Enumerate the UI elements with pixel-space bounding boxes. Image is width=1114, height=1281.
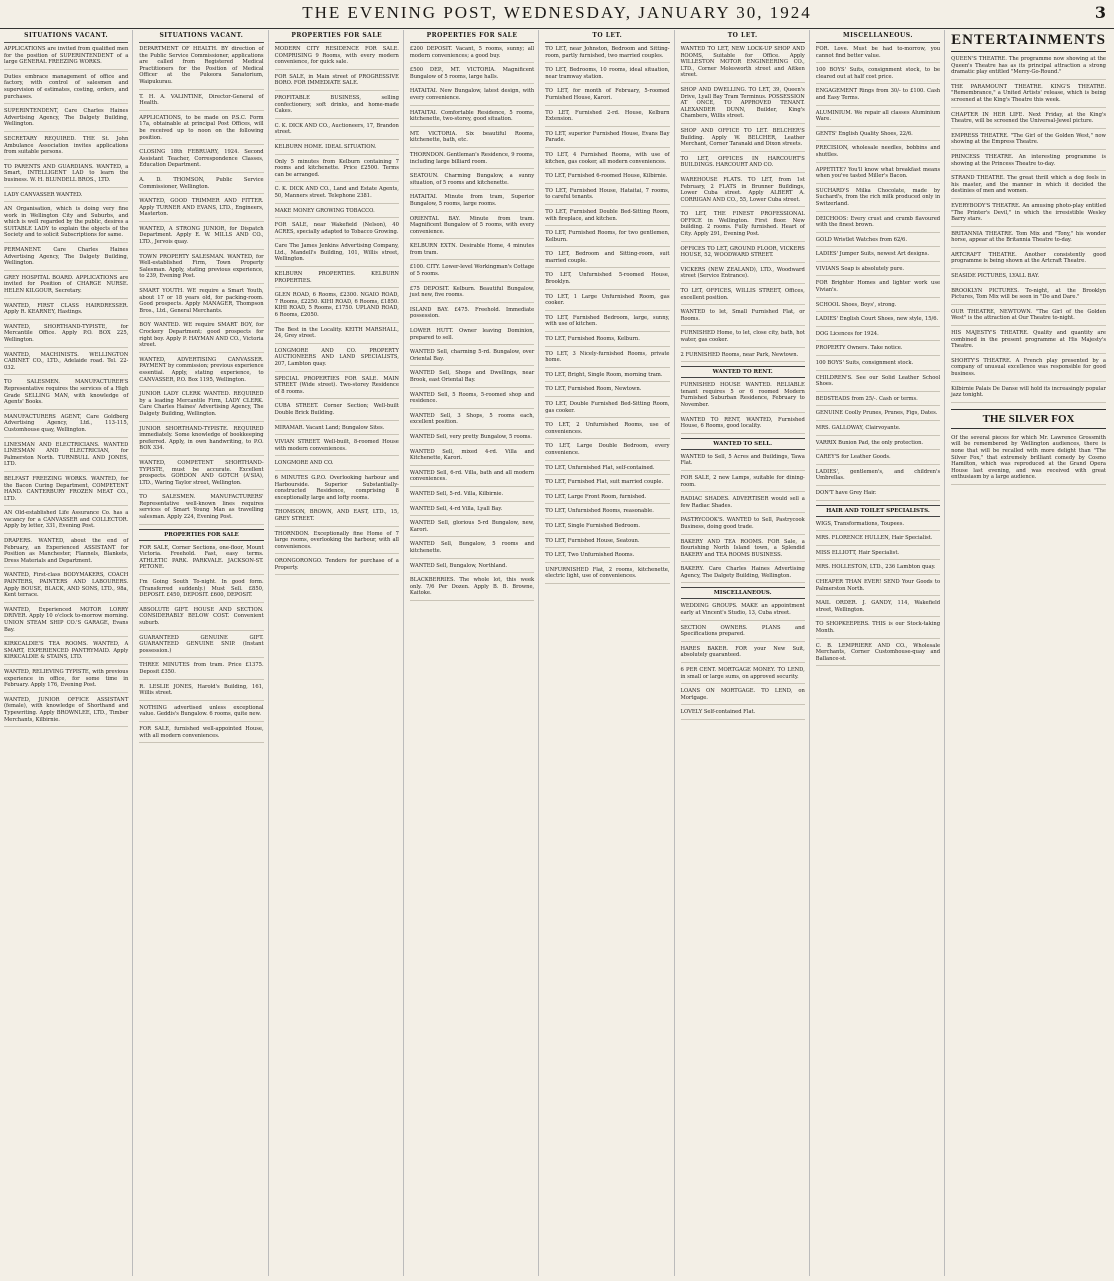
classified-ad: TO LET, Unfurnished 5-roomed House, Brooklyn. xyxy=(545,272,669,289)
classified-ad: EMPRESS THEATRE. "The Girl of the Golden West," now showing at the Empress Theatre. xyxy=(951,133,1106,150)
classified-ad: Care The James Jenkins Advertising Company, Ltd., Mandell's Building, 101, Willis street, Wellington. xyxy=(275,243,399,267)
section-heading: PROPERTIES FOR SALE xyxy=(139,529,263,541)
classified-ad: TO LET, Furnished Rooms, for two gentlemen, Kelburn. xyxy=(545,230,669,247)
classified-ad: FOR SALE, 2 new Lamps, suitable for dining-room. xyxy=(681,475,805,492)
classified-ad: WANTED, MACHINISTS. WELLINGTON CABINET CO., LTD., Adelaide road. Tel. 22-032. xyxy=(4,352,128,376)
classified-ad: LONGMORE AND CO. xyxy=(275,460,399,471)
classified-ad: WANTED, ADVERTISING CANVASSER. PAYMENT by commission; previous experience essential. Apply, stating experience, to CANVASSER, P.O. Box 1195, Wellington. xyxy=(139,357,263,387)
classified-ad: THREE MINUTES from tram. Price £1375. Deposit £350. xyxy=(139,662,263,679)
classified-ad: WANTED, First-class BODYMAKERS, COACH PAINTERS, PAINTERS AND LABOURERS. Apply BOUSE, BLACK, AND SONS, LTD., 98a, Kent terrace. xyxy=(4,572,128,602)
classified-ad: HATAITAI. Comfortable Residence, 5 rooms, kitchenette, two-storey, good situation. xyxy=(410,110,534,127)
classified-ad: BELFAST FREEZING WORKS. WANTED, for the Bacon Curing Department, COMPETENT HAND. CANTERBURY FROZEN MEAT CO., LTD. xyxy=(4,476,128,506)
classified-ad: TO LET, 2 Unfurnished Rooms, use of conveniences. xyxy=(545,422,669,439)
classified-ad: WANTED TO LET, NEW LOCK-UP SHOP AND ROOMS, Suitable for Office. Apply WILLESTON MOTOR ENGINEERING CO., LTD., Corner Molesworth street and Aitken street. xyxy=(681,46,805,83)
classified-ad: VIVIAN STREET. Well-built, 8-roomed House with modern conveniences. xyxy=(275,439,399,456)
section-heading: WANTED TO RENT. xyxy=(681,366,805,378)
column-5 xyxy=(545,30,674,1276)
classified-ad: APPLICATIONS, to be made on P.S.C. Form 17a, obtainable at principal Post Offices, will be received up to noon on the following position. xyxy=(139,115,263,145)
classified-ad: £100. CITY. Lower-level Workingman's Cottage of 5 rooms. xyxy=(410,264,534,281)
classified-ad: ISLAND BAY. £475. Freehold. Immediate possession. xyxy=(410,307,534,324)
classified-ad: CAREY'S for Leather Goods. xyxy=(816,454,940,465)
classified-ad: MIRAMAR. Vacant Land; Bungalow Sites. xyxy=(275,425,399,436)
classified-ad: WANTED Sell, 5 Rooms, 5-roomed shop and residence. xyxy=(410,392,534,409)
classified-ad: WANTED TO RENT, WANTED, Furnished House, 6 Rooms, good locality. xyxy=(681,417,805,434)
classified-ad: EVERYBODY'S THEATRE. An amusing photo-play entitled "The Printer's Devil," in which the irresistible Wesley Barry stars. xyxy=(951,203,1106,227)
classified-ad: NOTHING advertised unless exceptional value. Geddis's Bungalow. 6 rooms, quite new. xyxy=(139,705,263,722)
classified-ad: MISS ELLIOTT, Hair Specialist. xyxy=(816,550,940,561)
classified-ad: GUARANTEED GENUINE GIFT. GUARANTEED GENUINE SNIP. (Instant possession.) xyxy=(139,635,263,659)
classified-ad: R. LESLIE JONES, Harold's Building, 161, Willis street. xyxy=(139,684,263,701)
classified-ad: GENUINE Coolly Prunes, Prunes, Figs, Dates. xyxy=(816,410,940,421)
classified-ad: DEPARTMENT OF HEALTH. BY direction of the Public Service Commissioner, applications are called from Registered Medical Practitioners for the Position of Medical Officer at the Pukeora Sanatorium, Waipukurau. xyxy=(139,46,263,90)
classified-ad: TO LET, Furnished Flat, suit married couple. xyxy=(545,479,669,490)
classified-ad: VIVIANS Soap is absolutely pure. xyxy=(816,266,940,277)
classified-ad: BEDSTEADS from 25/-. Cash or terms. xyxy=(816,396,940,407)
classified-ad: PERMANENT. Care Charles Haines Advertising Agency, The Dalgety Building, Wellington. xyxy=(4,247,128,271)
classified-ad: WANTED, JUNIOR OFFICE ASSISTANT (female), with knowledge of Shorthand and Typewriting. Apply BROWNLEE, LTD., Timber Merchants, Kilbirnie. xyxy=(4,697,128,727)
classified-ad: THORNDON. Exceptionally fine Home of 7 large rooms, overlooking the harbour, with all conveniences. xyxy=(275,531,399,555)
classified-ad: CHEAPER THAN EVER! SEND Your Goods to Palmerston North. xyxy=(816,579,940,596)
classified-ad: A. D. THOMSON, Public Service Commissioner, Wellington. xyxy=(139,177,263,194)
column-heading: PROPERTIES FOR SALE xyxy=(410,30,534,43)
classified-ad: WANTED, FIRST CLASS HAIRDRESSER. Apply R. KEARNEY, Hastings. xyxy=(4,303,128,320)
classified-ad: TO LET, Unfurnished Flat, self-contained. xyxy=(545,465,669,476)
column-heading: TO LET. xyxy=(545,30,669,43)
classified-ad: PROPERTY Owners. Take notice. xyxy=(816,345,940,356)
classified-ad: MRS. GALLOWAY, Clairvoyante. xyxy=(816,425,940,436)
classified-ad: FOR SALE, near Wakefield (Nelson), 40 ACRES, specially adapted to Tobacco Growing. xyxy=(275,222,399,239)
classified-ad: UNFURNISHED Flat, 2 rooms, kitchenette, electric light, use of conveniences. xyxy=(545,567,669,584)
classified-ad: TOWN PROPERTY SALESMAN. WANTED, for Well-established Firm, Town Property Salesman. Apply, stating previous experience, to 239, Evening Post. xyxy=(139,254,263,284)
classified-ad: FOR SALE, furnished well-appointed House, with all modern conveniences. xyxy=(139,726,263,743)
classified-ad: £75 DEPOSIT. Kelburn. Beautiful Bungalow, just new, five rooms. xyxy=(410,286,534,303)
classified-ad: TO LET, Bright, Single Room, morning tram. xyxy=(545,372,669,383)
classified-ad: OFFICES TO LET, GROUND FLOOR, VICKERS HOUSE, 52, WOODWARD STREET. xyxy=(681,246,805,263)
classified-ad: BAKERY. Care Charles Haines Advertising Agency, The Dalgety Building, Wellington. xyxy=(681,566,805,583)
classified-ad: TO LET, Furnished Double Bed-Sitting Room, with fireplace, and kitchen. xyxy=(545,209,669,226)
classified-ad: CLOSING 18th FEBRUARY, 1924. Second Assistant Teacher, Correspondence Classes, Education Department. xyxy=(139,149,263,173)
classified-ad: BROOKLYN PICTURES. To-night, at the Brooklyn Pictures, Tom Mix will be seen in "Do and Dare." xyxy=(951,288,1106,305)
classified-ad: MT. VICTORIA. Six beautiful Rooms, kitchenette, bath, etc. xyxy=(410,131,534,148)
classified-ad: OUR THEATRE, NEWTOWN. "The Girl of the Golden West" is the attraction at Our Theatre to-night. xyxy=(951,309,1106,326)
classified-ad: WANTED, Experienced MOTOR LORRY DRIVER. Apply 10 o'clock to-morrow morning. UNION STEAM SHIP CO.'S GARAGE, Evans Bay. xyxy=(4,607,128,637)
classified-ad: PRECISION, wholesale needles, bobbins and shuttles. xyxy=(816,145,940,162)
classified-ad: SHORTY'S THEATRE. A French play presented by a company of unusual excellence was responsible for good business. xyxy=(951,358,1106,382)
column-6 xyxy=(681,30,810,1276)
section-heading: THE SILVER FOX xyxy=(951,409,1106,429)
classified-ad: MRS. FLORENCE HULLEN, Hair Specialist. xyxy=(816,535,940,546)
classified-ad: BAKERY AND TEA ROOMS. FOR Sale, a flourishing North Island town, a Splendid BAKERY and TEA ROOMS BUSINESS. xyxy=(681,539,805,563)
classified-ad: PASTRYCOOK'S. WANTED to Sell, Pastrycook Business, doing good trade. xyxy=(681,517,805,534)
classified-ad: WAREHOUSE FLATS. TO LET, from 1st February, 2 FLATS in Brunner Buildings, Lower Cuba street. Apply ALBERT A. CORRIGAN AND CO., 55, Lower Cuba street. xyxy=(681,177,805,207)
classified-ad: SEASIDE PICTURES, LYALL BAY. xyxy=(951,273,1106,284)
column-heading: ENTERTAINMENTS xyxy=(951,32,1106,52)
classified-ad: WANTED, RELIEVING TYPISTE, with previous experience in office, for some time in February. Apply 176, Evening Post. xyxy=(4,669,128,693)
classified-ad: THE PARAMOUNT THEATRE. KING'S THEATRE. "Remembrance," a United Artists' release, which is being screened at the King's Theatre this week. xyxy=(951,84,1106,108)
classified-ad: TO LET, Bedrooms, 10 rooms, ideal situation, near tramway station. xyxy=(545,67,669,84)
classified-ad: TO LET, for month of February, 5-roomed Furnished House, Karori. xyxy=(545,88,669,105)
classified-ad: SEATOUN. Charming Bungalow, a sunny situation, of 5 rooms and kitchenette. xyxy=(410,173,534,190)
classified-ad: TO LET, near Johnston, Bedroom and Sitting-room, partly furnished, two married couples. xyxy=(545,46,669,63)
classified-ad: THOMSON, BROWN, AND EAST, LTD., 15, GREY STREET. xyxy=(275,509,399,526)
classified-ad: Only 5 minutes from Kelburn containing 7 rooms and kitchenette. Price £2500. Terms can be arranged. xyxy=(275,159,399,183)
classified-ad: SHOP AND DWELLING. TO LET, 39, Queen's Drive, Lyall Bay Tram Terminus. POSSESSION AT ONCE, TO APPROVED TENANT. ALEXANDER DUNN, Builder, King's Chambers, Willis street. xyxy=(681,87,805,124)
classified-ad: CHILDREN'S. See our Solid Leather School Shoes. xyxy=(816,375,940,392)
classified-ad: 100 BOYS' Suits, consignment stock. xyxy=(816,360,940,371)
classified-ad: TO SHOPKEEPERS. THIS is our Stock-taking Month. xyxy=(816,621,940,638)
classified-ad: LADIES' English Court Shoes, new style, 15/6. xyxy=(816,316,940,327)
classified-ad: C. K. DICK AND CO., Auctioneers, 17, Brandon street. xyxy=(275,123,399,140)
classified-ad: CHAPTER IN HER LIFE. Next Friday, at the King's Theatre, will be screened the Universal-Jewel picture. xyxy=(951,112,1106,129)
classified-ad: TO SALESMEN. MANUFACTURERS' Representative well-known lines requires services of Smart Young Man as travelling salesman. Apply 224, Evening Post. xyxy=(139,494,263,524)
section-heading: MISCELLANEOUS. xyxy=(681,587,805,599)
classified-ad: WANTED Sell, 6-rd. Villa, bath and all modern conveniences. xyxy=(410,470,534,487)
classified-ad: 6 PER CENT. MORTGAGE MONEY. TO LEND, in small or large sums, on approved security. xyxy=(681,667,805,684)
classified-ad: SPECIAL PROPERTIES FOR SALE. MAIN STREET (Wide street). Two-storey Residence of 8 rooms. xyxy=(275,376,399,400)
classified-ad: MODERN CITY RESIDENCE FOR SALE. COMPRISING 9 Rooms, with every modern convenience, for quick sale. xyxy=(275,46,399,70)
classified-ad: LONGMORE AND CO. PROPERTY AUCTIONEERS AND LAND SPECIALISTS, 207, Lambton quay. xyxy=(275,348,399,372)
classified-ad: THORNDON. Gentleman's Residence, 9 rooms, including large billiard room. xyxy=(410,152,534,169)
classified-ad: TO LET, Large Double Bedroom, every convenience. xyxy=(545,443,669,460)
classified-ad: RADIAC SHADES. ADVERTISER would sell a few Radiac Shades. xyxy=(681,496,805,513)
classified-ad: GLEN ROAD, 6 Rooms, £2300. NGAIO ROAD, 7 Rooms, £2250. KIHI ROAD, 6 Rooms, £1850. KIHI ROAD, 5 Rooms, £1750. UPLAND ROAD, 6 Rooms, £2050. xyxy=(275,292,399,322)
classified-ad: The Best in the Locality. KEITH MARSHALL, 24, Grey street. xyxy=(275,327,399,344)
classified-ad: Kilbirnie Palais De Danse will hold its increasingly popular jazz tonight. xyxy=(951,386,1106,403)
classified-ad: WANTED Sell, Shops and Dwellings, near Brook, east Oriental Bay. xyxy=(410,370,534,387)
classified-ad: DOG Licences for 1924. xyxy=(816,331,940,342)
classified-ad: WEDDING GROUPS. MAKE an appointment early at Vincent's Studio, 13, Cuba street. xyxy=(681,603,805,620)
newspaper-columns xyxy=(4,30,1110,1276)
classified-ad: TO LET, THE FINEST PROFESSIONAL OFFICE in Wellington. First floor. New building. 2 rooms. Fully furnished. Heart of City. Apply 291, Evening Post. xyxy=(681,211,805,241)
classified-ad: TO LET, Furnished House, Seatoun. xyxy=(545,538,669,549)
classified-ad: TO LET, superior Furnished House, Evans Bay Parade. xyxy=(545,131,669,148)
classified-ad: DEICHOOS: Every crust and crumb flavoured with the finest brown. xyxy=(816,216,940,233)
classified-ad: FOR. Love. Must be had to-morrow, you cannot find better value. xyxy=(816,46,940,63)
classified-ad: GOLD Wristlet Watches from 62/6. xyxy=(816,237,940,248)
classified-ad: FOR Brighter Homes and lighter work use Vivian's. xyxy=(816,280,940,297)
classified-ad: TO PARENTS AND GUARDIANS. WANTED, a Smart, INTELLIGENT LAD to learn the business. W. H. BLUNDELL BROS., LTD. xyxy=(4,164,128,188)
classified-ad: BLACKBERRIES. The whole lot, this week only. 7/6 Per Dozen. Apply B. B. Browne, Kaitoke. xyxy=(410,577,534,601)
classified-ad: TO LET, Large Front Room, furnished. xyxy=(545,494,669,505)
classified-ad: LOWER HUTT. Owner leaving Dominion, prepared to sell. xyxy=(410,328,534,345)
classified-ad: KIRKCALDIE'S TEA ROOMS. WANTED, A SMART, EXPERIENCED PANTRYMAID. Apply KIRKCALDIE & STAINS, LTD. xyxy=(4,641,128,665)
column-1 xyxy=(4,30,133,1276)
classified-ad: WANTED Sell, 5-rd. Villa, Kilbirnie. xyxy=(410,491,534,502)
classified-ad: 100 BOYS' Suits, consignment stock, to be cleared out at half cost price. xyxy=(816,67,940,84)
classified-ad: WANTED to let, Small Furnished Flat, or Rooms. xyxy=(681,309,805,326)
classified-ad: DRAPERS. WANTED, about the end of February, an Experienced ASSISTANT for Position as Manchester, Flannels, Blankets, Dress Materials and Department. xyxy=(4,538,128,568)
classified-ad: WANTED, A STRONG JUNIOR, for Dispatch Department. Apply E. W. MILLS AND CO., LTD., Jervois quay. xyxy=(139,226,263,250)
classified-ad: WANTED Sell, very pretty Bungalow, 5 rooms. xyxy=(410,434,534,445)
classified-ad: SUPERINTENDENT, Care Charles Haines Advertising Agency, The Dalgety Building, Wellington. xyxy=(4,108,128,132)
classified-ad: APPETITE? You'll know what breakfast means when you've tasted Miller's Bacon. xyxy=(816,167,940,184)
column-heading: PROPERTIES FOR SALE xyxy=(275,30,399,43)
classified-ad: ORONGORONGO. Tenders for purchase of a Property. xyxy=(275,558,399,575)
classified-ad: ALUMINIUM. We repair all classes Aluminium Ware. xyxy=(816,110,940,127)
classified-ad: TO LET, Furnished 2-rd. House, Kelburn Extension. xyxy=(545,110,669,127)
classified-ad: I'm Going South To-night. In good form. (Transferred suddenly.) Must Sell. £850, DEPOSIT. £450, DEPOSIT. £600, DEPOSIT. xyxy=(139,579,263,603)
classified-ad: WANTED to Sell, 5 Acres and Buildings, Tawa Flat. xyxy=(681,454,805,471)
classified-ad: WANTED Sell, glorious 5-rd Bungalow, new, Karori. xyxy=(410,520,534,537)
classified-ad: FOR SALE, in Main street of PROGRESSIVE BORO. FOR IMMEDIATE SALE. xyxy=(275,74,399,91)
classified-ad: LADIES', gentlemen's, and children's Umbrellas. xyxy=(816,469,940,486)
classified-ad: STRAND THEATRE. The great thrill which a dog feels in his master, and the manner in which it decided the destinies of men and women. xyxy=(951,175,1106,199)
classified-ad: PRINCESS THEATRE. An interesting programme is showing at the Princess Theatre to-day. xyxy=(951,154,1106,171)
classified-ad: TO LET, Single Furnished Bedroom. xyxy=(545,523,669,534)
classified-ad: VARRIX Bunion Pad, the only protection. xyxy=(816,440,940,451)
classified-ad: TO LET, Unfurnished Rooms, reasonable. xyxy=(545,508,669,519)
classified-ad: KELBURN EXTN. Desirable Home, 4 minutes from tram. xyxy=(410,243,534,260)
classified-ad: FURNISHED Home, to let, close city, bath, hot water, gas cooker. xyxy=(681,330,805,347)
classified-ad: LOVELY Self-contained Flat. xyxy=(681,709,805,720)
column-8 xyxy=(951,30,1110,1276)
classified-ad: TO LET, Furnished Room, Newtown. xyxy=(545,386,669,397)
classified-ad: WANTED Sell, Bungalow, Northland. xyxy=(410,563,534,574)
column-7 xyxy=(816,30,945,1276)
classified-ad: WANTED, COMPETENT SHORTHAND-TYPISTE, must be accurate. Excellent prospects. GORDON AND GOTCH (A'SIA), LTD., Waring Taylor street, Wellington. xyxy=(139,460,263,490)
classified-ad: BRITANNIA THEATRE. Tom Mix and "Tony," his wonder horse, appear at the Britannia Theatre to-day. xyxy=(951,231,1106,248)
classified-ad: AN Organisation, which is doing very fine work in Wellington City and Suburbs, and which is well regarded by the public, desires a SUITABLE LADY to explain the objects of the Society and to solicit Subscriptions for same. xyxy=(4,206,128,243)
classified-ad: SHOP AND OFFICE TO LET. BELCHER'S Building. Apply W. BELCHER, Leather Merchant, Corner Taranaki and Dixon streets. xyxy=(681,128,805,152)
classified-ad: Of the several pieces for which Mr. Lawrence Grossmith will be remembered by Wellington audiences, there is none that will be recalled with more delight than "The Silver Fox," that extremely brilliant comedy by Cosmo Hamilton, which was reproduced at the Grand Opera House last evening, and was received with great enthusiasm by a large audience. xyxy=(951,435,1106,485)
classified-ad: LADIES' Jumper Suits, newest Art designs. xyxy=(816,251,940,262)
classified-ad: C. B. LEMPRIERE AND CO., Wholesale Merchants, Corner Customhouse-quay and Ballance-st. xyxy=(816,643,940,667)
classified-ad: TO LET, OFFICES, WILLIS STREET, Offices, excellent position. xyxy=(681,288,805,305)
classified-ad: TO SALESMEN. MANUFACTURER'S Representative requires the services of a High Grade SELLING MAN, with knowledge of Agents' Books. xyxy=(4,379,128,409)
classified-ad: APPLICATIONS are invited from qualified men for the position of SUPERINTENDENT of a large GENERAL FREEZING WORKS. xyxy=(4,46,128,70)
classified-ad: MAIL ORDER. J. GANDY, 114, Wakefield street, Wellington. xyxy=(816,600,940,617)
classified-ad: WIGS, Transformations, Toupees. xyxy=(816,521,940,532)
column-2 xyxy=(139,30,268,1276)
classified-ad: LINESMAN AND ELECTRICIANS. WANTED LINESMAN AND ELECTRICIAN, for Palmerston North. TURNBULL AND JONES, LTD. xyxy=(4,442,128,472)
classified-ad: MRS. HOLLESTON, LTD., 236 Lambton quay. xyxy=(816,564,940,575)
classified-ad: MANUFACTURERS AGENT, Care Goldberg Advertising Agency, Ltd., 113-115, Customhouse quay, Wellington. xyxy=(4,414,128,438)
classified-ad: WANTED, GOOD TRIMMER AND FITTER. Apply TURNER AND EVANS, LTD., Engineers, Masterton. xyxy=(139,198,263,222)
classified-ad: TO LET, Furnished 6-roomed House, Kilbirnie. xyxy=(545,173,669,184)
column-3 xyxy=(275,30,404,1276)
classified-ad: Duties embrace management of office and factory, with control of salesmen and supervision of estimates, costing, orders, and purchases. xyxy=(4,74,128,104)
classified-ad: SUCHARD'S Milka Chocolate, made by Suchard's, from the rich milk produced only in Switzerland. xyxy=(816,188,940,212)
column-4 xyxy=(410,30,539,1276)
classified-ad: 2 FURNISHED Rooms, near Park, Newtown. xyxy=(681,352,805,363)
classified-ad: HATAITAI. New Bungalow, latest design, with every convenience. xyxy=(410,88,534,105)
classified-ad: CUBA STREET. Corner Section; Well-built Double Brick Building. xyxy=(275,403,399,420)
classified-ad: ARTCRAFT THEATRE. Another consistently good programme is being shown at the Artcraft Theatre. xyxy=(951,252,1106,269)
classified-ad: QUEEN'S THEATRE. The programme now showing at the Queen's Theatre has as its principal attraction a strong dramatic play entitled "Merry-Go-Round." xyxy=(951,56,1106,80)
classified-ad: FOR SALE, Corner Sections, one-floor, Mount Victoria. Freehold. Fast, easy terms. ATHLETIC PARK. PARKVALE. JACKSON-ST. PETONE. xyxy=(139,545,263,575)
classified-ad: WANTED Sell, Bungalow, 5 rooms and kitchenette. xyxy=(410,541,534,558)
classified-ad: C. K. DICK AND CO., Land and Estate Agents, 50, Manners street. Telephone 2381. xyxy=(275,186,399,203)
classified-ad: TO LET, OFFICES IN HARCOURT'S BUILDINGS. HARCOURT AND CO. xyxy=(681,156,805,173)
classified-ad: 6 MINUTES G.P.O. Overlooking harbour and Harbourside. Superior Substantially-constructed Residence, comprising 8 exceptionally large and lofty rooms. xyxy=(275,475,399,505)
classified-ad: LADY CANVASSER WANTED. xyxy=(4,192,128,203)
classified-ad: MAKE MONEY GROWING TOBACCO. xyxy=(275,208,399,219)
classified-ad: SECTION OWNERS. PLANS and Specifications prepared. xyxy=(681,625,805,642)
classified-ad: TO LET, 4 Furnished Rooms, with use of kitchen, gas cooker, all modern conveniences. xyxy=(545,152,669,169)
classified-ad: TO LET, Furnished Bedroom, large, sunny, with use of kitchen. xyxy=(545,315,669,332)
classified-ad: TO LET, Bedroom and Sitting-room, suit married couple. xyxy=(545,251,669,268)
column-heading: TO LET. xyxy=(681,30,805,43)
classified-ad: TO LET, Furnished House, Hataitai, 7 rooms, to careful tenants. xyxy=(545,188,669,205)
classified-ad: HATAITAI. Minute from tram, Superior Bungalow, 5 rooms, large rooms. xyxy=(410,194,534,211)
classified-ad: KELBURN PROPERTIES. KELBURN PROPERTIES. xyxy=(275,271,399,288)
classified-ad: TO LET, Furnished Rooms, Kelburn. xyxy=(545,336,669,347)
classified-ad: VICKERS (NEW ZEALAND), LTD., Woodward street (Service Entrance). xyxy=(681,267,805,284)
classified-ad: WANTED Sell, 3 Shops, 5 rooms each, excellent position. xyxy=(410,413,534,430)
classified-ad: £200 DEPOSIT. Vacant, 5 rooms, sunny; all modern conveniences; a good buy. xyxy=(410,46,534,63)
masthead xyxy=(0,0,1114,29)
classified-ad: PROFITABLE BUSINESS, selling confectionery, soft drinks, and home-made Cakes. xyxy=(275,95,399,119)
column-heading: SITUATIONS VACANT. xyxy=(139,30,263,43)
classified-ad: BOY WANTED. WE require SMART BOY, for Crockery Department; good prospects for right boy. Apply P. HAYMAN AND CO., Victoria street. xyxy=(139,322,263,352)
section-heading: WANTED TO SELL. xyxy=(681,438,805,450)
classified-ad: ENGAGEMENT Rings from 30/- to £100. Cash and Easy Terms. xyxy=(816,88,940,105)
classified-ad: ORIENTAL BAY. Minute from tram. Magnificent Bungalow of 5 rooms, with every convenience. xyxy=(410,216,534,240)
classified-ad: AN Old-established Life Assurance Co. has a vacancy for a CANVASSER and COLLECTOR. Apply by letter, 331, Evening Post. xyxy=(4,510,128,534)
classified-ad: SCHOOL Shoes, Boys', strong. xyxy=(816,302,940,313)
classified-ad: JUNIOR SHORTHAND-TYPISTE. REQUIRED immediately. Some knowledge of bookkeeping preferred. Apply, in own handwriting, to P.O. BOX 334. xyxy=(139,426,263,456)
classified-ad: WANTED, SHORTHAND-TYPISTE, for Mercantile Office. Apply P.O. BOX 225, Wellington. xyxy=(4,324,128,348)
column-heading: MISCELLANEOUS. xyxy=(816,30,940,43)
classified-ad: DON'T have Grey Hair. xyxy=(816,490,940,501)
classified-ad: FURNISHED HOUSE WANTED. RELIABLE tenant requires 5 or 6 roomed Modern Furnished Suburban Residence, February to November. xyxy=(681,382,805,412)
classified-ad: TO LET, Two Unfurnished Rooms. xyxy=(545,552,669,563)
column-heading: SITUATIONS VACANT. xyxy=(4,30,128,43)
classified-ad: JUNIOR LADY CLERK WANTED. REQUIRED by a leading Mercantile Firm, LADY CLERK. Care Charles Haines' Advertising Agency, The Dalgety Building, Wellington. xyxy=(139,391,263,421)
classified-ad: LOANS ON MORTGAGE. TO LEND, on Mortgage. xyxy=(681,688,805,705)
classified-ad: £500 DEP., MT. VICTORIA. Magnificent Bungalow of 5 rooms, large halls. xyxy=(410,67,534,84)
classified-ad: WANTED Sell, charming 5-rd. Bungalow, over Oriental Bay. xyxy=(410,349,534,366)
page-number: 3 xyxy=(1094,3,1106,22)
classified-ad: WANTED Sell, 4-rd Villa, Lyall Bay. xyxy=(410,506,534,517)
newspaper-title: THE EVENING POST, WEDNESDAY, JANUARY 30, 1924 xyxy=(302,3,812,22)
classified-ad: T. H. A. VALINTINE, Director-General of Health. xyxy=(139,94,263,111)
classified-ad: GENTS' English Quality Shoes, 22/6. xyxy=(816,131,940,142)
classified-ad: GREY HOSPITAL BOARD. APPLICATIONS are invited for Position of CHARGE NURSE. HELEN KILGOUR, Secretary. xyxy=(4,275,128,299)
classified-ad: HARES BAKER. FOR your New Suit, absolutely guaranteed. xyxy=(681,646,805,663)
classified-ad: TO LET, 1 Large Unfurnished Room, gas cooker. xyxy=(545,294,669,311)
classified-ad: TO LET, 3 Nicely-furnished Rooms, private home. xyxy=(545,351,669,368)
classified-ad: SECRETARY REQUIRED. THE St. John Ambulance Association invites applications from suitable persons. xyxy=(4,136,128,160)
classified-ad: ABSOLUTE GIFT. HOUSE AND SECTION. CONSIDERABLY BELOW COST. Convenient suburb. xyxy=(139,607,263,631)
classified-ad: SMART YOUTH. WE require a Smart Youth, about 17 or 18 years old, for packing-room. Good prospects. Apply MANAGER, Thompson Bros., Ltd., General Merchants. xyxy=(139,288,263,318)
classified-ad: WANTED Sell, mixed 4-rd. Villa and Kitchenette, Karori. xyxy=(410,449,534,466)
classified-ad: TO LET, Double Furnished Bed-Sitting Room, gas cooker. xyxy=(545,401,669,418)
section-heading: HAIR AND TOILET SPECIALISTS. xyxy=(816,505,940,517)
classified-ad: KELBURN HOME. IDEAL SITUATION. xyxy=(275,144,399,155)
classified-ad: HIS MAJESTY'S THEATRE. Quality and quantity are combined in the present programme at His Majesty's Theatre. xyxy=(951,330,1106,354)
